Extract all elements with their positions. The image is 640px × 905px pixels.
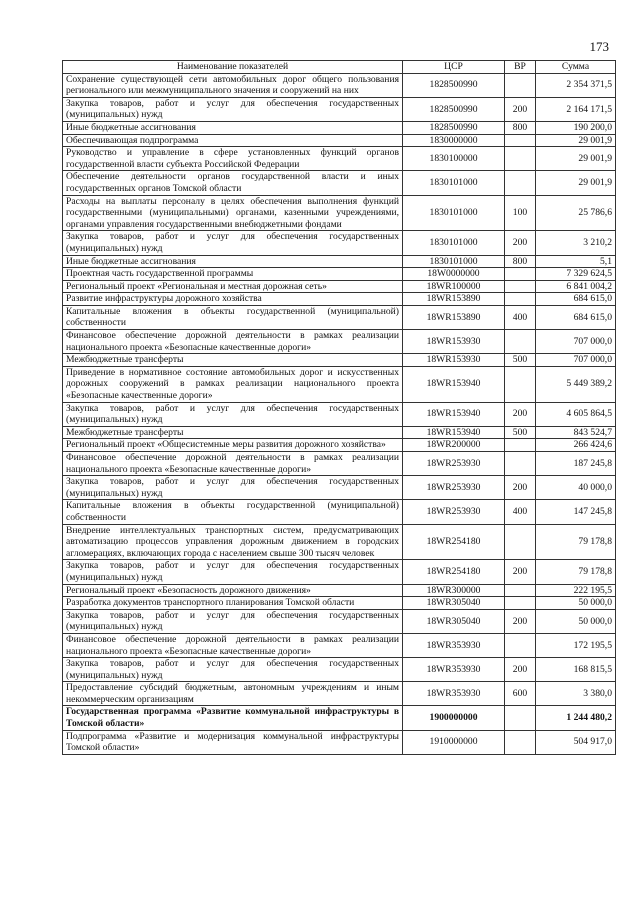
table-row	[63, 134, 616, 147]
cell-csr: 18WR353930	[403, 633, 505, 657]
cell-sum: 79 178,8	[536, 560, 616, 584]
cell-sum: 29 001,9	[536, 134, 616, 147]
cell-vr	[505, 452, 536, 476]
cell-name: Расходы на выплаты персоналу в целях обеспечения выполнения функций государственными (муниципальными) органами, казенными учреждениями, органами управления государственными внебюджетными фондами	[63, 195, 403, 231]
header-vr: ВР	[505, 61, 536, 74]
cell-name: Проектная часть государственной программы	[63, 268, 403, 281]
header-sum: Сумма	[536, 61, 616, 74]
table-row	[63, 500, 616, 524]
cell-csr: 1828500990	[403, 97, 505, 121]
cell-vr: 200	[505, 560, 536, 584]
cell-name: Закупка товаров, работ и услуг для обеспечения государственных (муниципальных) нужд	[63, 609, 403, 633]
cell-name: Межбюджетные трансферты	[63, 426, 403, 439]
cell-sum: 29 001,9	[536, 171, 616, 195]
cell-vr	[505, 597, 536, 610]
cell-name: Иные бюджетные ассигнования	[63, 255, 403, 268]
cell-vr	[505, 268, 536, 281]
cell-vr	[505, 73, 536, 97]
cell-vr: 800	[505, 255, 536, 268]
cell-name: Капитальные вложения в объекты государственной (муниципальной) собственности	[63, 500, 403, 524]
cell-vr	[505, 584, 536, 597]
cell-csr: 18WR305040	[403, 597, 505, 610]
cell-csr: 18WR353930	[403, 682, 505, 706]
header-name: Наименование показателей	[63, 61, 403, 74]
cell-vr: 200	[505, 658, 536, 682]
table-row	[63, 426, 616, 439]
cell-vr	[505, 730, 536, 754]
table-row	[63, 73, 616, 97]
cell-csr: 18WR253930	[403, 476, 505, 500]
table-row	[63, 354, 616, 367]
cell-name: Региональный проект «Региональная и местная дорожная сеть»	[63, 280, 403, 293]
cell-vr: 200	[505, 97, 536, 121]
cell-sum: 147 245,8	[536, 500, 616, 524]
cell-csr: 1830101000	[403, 171, 505, 195]
header-csr: ЦСР	[403, 61, 505, 74]
cell-name: Обеспечение деятельности органов государственной власти и иных государственных органов Томской области	[63, 171, 403, 195]
table-row	[63, 121, 616, 134]
cell-sum: 187 245,8	[536, 452, 616, 476]
cell-vr: 500	[505, 426, 536, 439]
table-row	[63, 476, 616, 500]
cell-name: Закупка товаров, работ и услуг для обеспечения государственных (муниципальных) нужд	[63, 402, 403, 426]
cell-csr: 18WR153890	[403, 293, 505, 306]
cell-sum: 29 001,9	[536, 147, 616, 171]
cell-sum: 684 615,0	[536, 305, 616, 329]
cell-vr: 400	[505, 305, 536, 329]
cell-csr: 18WR153940	[403, 426, 505, 439]
cell-sum: 50 000,0	[536, 609, 616, 633]
table-row	[63, 268, 616, 281]
table-row	[63, 195, 616, 231]
table-header-row	[63, 61, 616, 74]
cell-sum: 504 917,0	[536, 730, 616, 754]
budget-table	[62, 60, 616, 755]
table-row	[63, 305, 616, 329]
cell-name: Обеспечивающая подпрограмма	[63, 134, 403, 147]
cell-vr: 100	[505, 195, 536, 231]
cell-vr	[505, 524, 536, 560]
cell-sum: 168 815,5	[536, 658, 616, 682]
cell-csr: 18WR254180	[403, 524, 505, 560]
cell-vr	[505, 171, 536, 195]
cell-csr: 18WR200000	[403, 439, 505, 452]
table-row	[63, 609, 616, 633]
table-row	[63, 147, 616, 171]
table-row	[63, 730, 616, 754]
cell-vr: 200	[505, 231, 536, 255]
cell-csr: 18WR100000	[403, 280, 505, 293]
cell-vr: 500	[505, 354, 536, 367]
cell-sum: 50 000,0	[536, 597, 616, 610]
cell-vr: 200	[505, 402, 536, 426]
cell-vr	[505, 280, 536, 293]
cell-sum: 40 000,0	[536, 476, 616, 500]
cell-csr: 1830100000	[403, 147, 505, 171]
cell-csr: 1828500990	[403, 121, 505, 134]
table-row	[63, 597, 616, 610]
table-row	[63, 402, 616, 426]
cell-csr: 1900000000	[403, 706, 505, 730]
cell-sum: 172 195,5	[536, 633, 616, 657]
cell-name: Региональный проект «Общесистемные меры развития дорожного хозяйства»	[63, 439, 403, 452]
table-row	[63, 706, 616, 730]
cell-name: Закупка товаров, работ и услуг для обеспечения государственных (муниципальных) нужд	[63, 658, 403, 682]
cell-name: Подпрограмма «Развитие и модернизация коммунальной инфраструктуры Томской области»	[63, 730, 403, 754]
table-row	[63, 255, 616, 268]
cell-vr: 800	[505, 121, 536, 134]
table-row	[63, 560, 616, 584]
cell-name: Закупка товаров, работ и услуг для обеспечения государственных (муниципальных) нужд	[63, 231, 403, 255]
cell-csr: 18WR253930	[403, 452, 505, 476]
cell-vr	[505, 633, 536, 657]
table-row	[63, 633, 616, 657]
cell-name: Предоставление субсидий бюджетным, автономным учреждениям и иным некоммерческим организациям	[63, 682, 403, 706]
cell-name: Иные бюджетные ассигнования	[63, 121, 403, 134]
cell-sum: 707 000,0	[536, 354, 616, 367]
table-row	[63, 97, 616, 121]
cell-sum: 684 615,0	[536, 293, 616, 306]
cell-csr: 18WR153940	[403, 366, 505, 402]
cell-csr: 18WR254180	[403, 560, 505, 584]
table-row	[63, 293, 616, 306]
cell-csr: 1830101000	[403, 231, 505, 255]
cell-csr: 1830101000	[403, 195, 505, 231]
cell-csr: 1830000000	[403, 134, 505, 147]
cell-vr	[505, 134, 536, 147]
cell-name: Государственная программа «Развитие коммунальной инфраструктуры в Томской области»	[63, 706, 403, 730]
cell-sum: 5,1	[536, 255, 616, 268]
cell-sum: 190 200,0	[536, 121, 616, 134]
table-row	[63, 524, 616, 560]
cell-vr	[505, 330, 536, 354]
table-row	[63, 171, 616, 195]
cell-vr	[505, 439, 536, 452]
cell-name: Межбюджетные трансферты	[63, 354, 403, 367]
cell-csr: 18WR305040	[403, 609, 505, 633]
cell-csr: 18WR153930	[403, 354, 505, 367]
cell-csr: 1910000000	[403, 730, 505, 754]
cell-name: Закупка товаров, работ и услуг для обеспечения государственных (муниципальных) нужд	[63, 97, 403, 121]
cell-vr: 200	[505, 476, 536, 500]
cell-name: Развитие инфраструктуры дорожного хозяйства	[63, 293, 403, 306]
cell-sum: 4 605 864,5	[536, 402, 616, 426]
cell-sum: 7 329 624,5	[536, 268, 616, 281]
cell-csr: 18WR153930	[403, 330, 505, 354]
table-row	[63, 280, 616, 293]
cell-vr	[505, 147, 536, 171]
cell-csr: 18WR353930	[403, 658, 505, 682]
cell-name: Руководство и управление в сфере установленных функций органов государственной власти субъекта Российской Федерации	[63, 147, 403, 171]
cell-name: Капитальные вложения в объекты государственной (муниципальной) собственности	[63, 305, 403, 329]
table-row	[63, 658, 616, 682]
table-row	[63, 330, 616, 354]
cell-csr: 1828500990	[403, 73, 505, 97]
cell-sum: 6 841 004,2	[536, 280, 616, 293]
page-number: 173	[589, 39, 609, 54]
cell-sum: 3 380,0	[536, 682, 616, 706]
cell-vr: 200	[505, 609, 536, 633]
cell-vr	[505, 293, 536, 306]
cell-sum: 3 210,2	[536, 231, 616, 255]
cell-vr: 600	[505, 682, 536, 706]
table-row	[63, 439, 616, 452]
table-row	[63, 231, 616, 255]
cell-sum: 707 000,0	[536, 330, 616, 354]
cell-name: Закупка товаров, работ и услуг для обеспечения государственных (муниципальных) нужд	[63, 476, 403, 500]
cell-csr: 18WR153890	[403, 305, 505, 329]
cell-vr: 400	[505, 500, 536, 524]
table-row	[63, 452, 616, 476]
cell-sum: 2 354 371,5	[536, 73, 616, 97]
cell-sum: 5 449 389,2	[536, 366, 616, 402]
cell-name: Сохранение существующей сети автомобильных дорог общего пользования регионального или межмуниципального значения и сооружений на них	[63, 73, 403, 97]
cell-name: Финансовое обеспечение дорожной деятельности в рамках реализации национального проекта «Безопасные качественные дороги»	[63, 633, 403, 657]
cell-vr	[505, 366, 536, 402]
table-row	[63, 366, 616, 402]
cell-name: Региональный проект «Безопасность дорожного движения»	[63, 584, 403, 597]
cell-csr: 18WR253930	[403, 500, 505, 524]
cell-sum: 266 424,6	[536, 439, 616, 452]
cell-csr: 18WR300000	[403, 584, 505, 597]
cell-sum: 79 178,8	[536, 524, 616, 560]
cell-name: Разработка документов транспортного планирования Томской области	[63, 597, 403, 610]
cell-vr	[505, 706, 536, 730]
cell-name: Финансовое обеспечение дорожной деятельности в рамках реализации национального проекта «Безопасные качественные дороги»	[63, 330, 403, 354]
cell-name: Приведение в нормативное состояние автомобильных дорог и искусственных дорожных сооружений в рамках реализации национального проекта «Безопасные качественные дороги»	[63, 366, 403, 402]
cell-sum: 1 244 480,2	[536, 706, 616, 730]
cell-sum: 25 786,6	[536, 195, 616, 231]
cell-name: Закупка товаров, работ и услуг для обеспечения государственных (муниципальных) нужд	[63, 560, 403, 584]
cell-sum: 222 195,5	[536, 584, 616, 597]
cell-csr: 18WR153940	[403, 402, 505, 426]
cell-name: Внедрение интеллектуальных транспортных систем, предусматривающих автоматизацию процессов управления дорожным движением в городских агломерациях, включающих города с населением свыше 300 тысяч человек	[63, 524, 403, 560]
cell-sum: 843 524,7	[536, 426, 616, 439]
table-row	[63, 682, 616, 706]
table-row	[63, 584, 616, 597]
cell-csr: 1830101000	[403, 255, 505, 268]
cell-sum: 2 164 171,5	[536, 97, 616, 121]
cell-csr: 18W0000000	[403, 268, 505, 281]
cell-name: Финансовое обеспечение дорожной деятельности в рамках реализации национального проекта «Безопасные качественные дороги»	[63, 452, 403, 476]
